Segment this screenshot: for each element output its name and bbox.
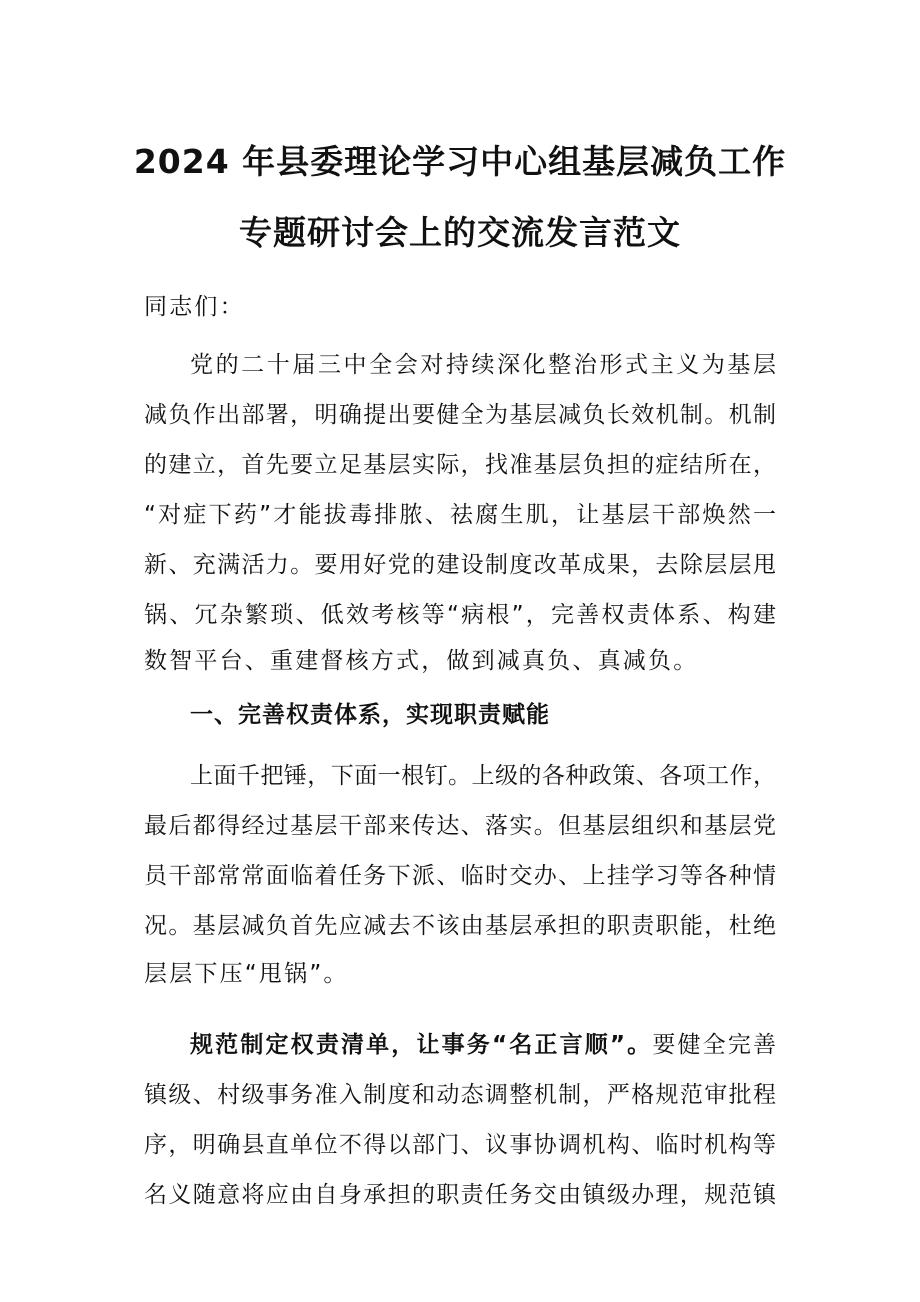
para3-line: 序，明确县直单位不得以部门、议事协调机构、临时机构等 bbox=[144, 1132, 776, 1158]
para3-line: 镇级、村级事务准入制度和动态调整机制，严格规范审批程 bbox=[144, 1082, 776, 1108]
para2-line: 层层下压“甩锅”。 bbox=[144, 961, 349, 987]
section-heading-1: 一、完善权责体系，实现职责赋能 bbox=[190, 702, 550, 728]
para2-line: 况。基层减负首先应减去不该由基层承担的职责职能，杜绝 bbox=[144, 913, 776, 939]
para1-line: 数智平台、重建督核方式，做到减真负、真减负。 bbox=[144, 648, 699, 674]
para1-line: 新、充满活力。要用好党的建设制度改革成果，去除层层甩 bbox=[144, 552, 776, 578]
para2-line: 最后都得经过基层干部来传达、落实。但基层组织和基层党 bbox=[144, 813, 776, 839]
para3-line: 名义随意将应由自身承担的职责任务交由镇级办理，规范镇 bbox=[144, 1182, 776, 1208]
para1-line: 党的二十届三中全会对持续深化整治形式主义为基层 bbox=[190, 352, 776, 378]
document-title-line-1: 2024 年县委理论学习中心组基层减负工作 bbox=[133, 142, 787, 181]
para3-first-line bbox=[190, 1029, 776, 1061]
document-title-line-2: 专题研讨会上的交流发言范文 bbox=[239, 213, 681, 252]
para3-bold-lead: 规范制定权责清单，让事务“名正言顺”。 bbox=[190, 1032, 653, 1058]
para2-line: 上面千把锤，下面一根钉。上级的各种政策、各项工作， bbox=[190, 763, 776, 789]
para1-line: 减负作出部署，明确提出要健全为基层减负长效机制。机制 bbox=[144, 402, 776, 428]
para1-line: 锅、冗杂繁琐、低效考核等“病根”，完善权责体系、构建 bbox=[144, 602, 776, 628]
para1-line: 的建立，首先要立足基层实际，找准基层负担的症结所在， bbox=[144, 452, 776, 478]
para2-line: 员干部常常面临着任务下派、临时交办、上挂学习等各种情 bbox=[144, 863, 776, 889]
para3-lead-rest: 要健全完善 bbox=[652, 1032, 776, 1058]
salutation: 同志们： bbox=[144, 294, 245, 320]
para1-line: “对症下药”才能拔毒排脓、祛腐生肌，让基层干部焕然一 bbox=[144, 502, 776, 528]
